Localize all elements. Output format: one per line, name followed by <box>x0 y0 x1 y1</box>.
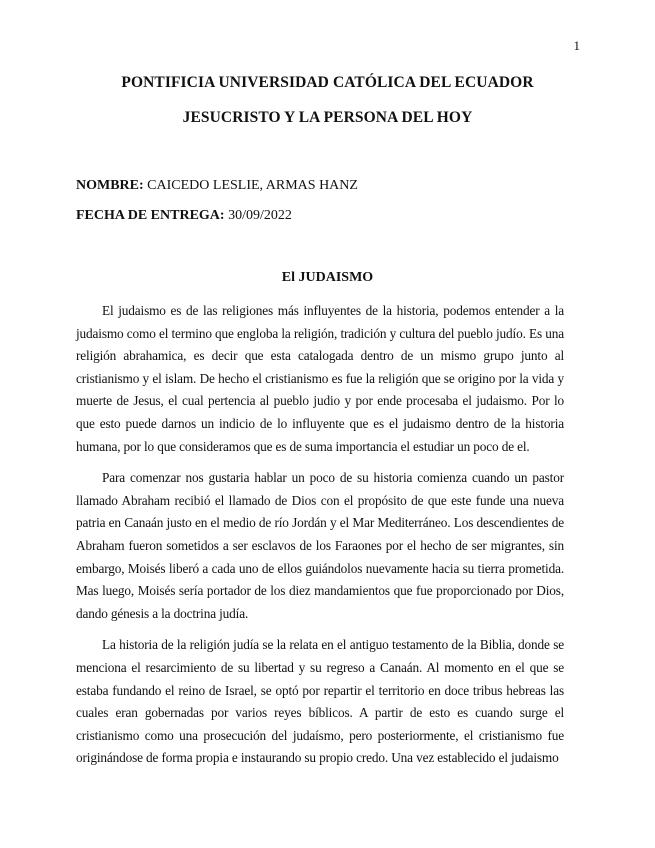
name-label: NOMBRE: <box>76 178 144 193</box>
date-label: FECHA DE ENTREGA: <box>76 208 225 223</box>
body-text <box>76 300 564 779</box>
page-number: 1 <box>573 38 580 53</box>
date-value: 30/09/2022 <box>224 208 292 223</box>
paragraph: Para comenzar nos gustaria hablar un poco de su historia comienza cuando un pastor llamado Abraham recibió el llamado de Dios con el propósito de que este funde una nueva patria en Canaán justo en el medio de río Jordán y el Mar Mediterráneo. Los descendientes de Abraham fueron sometidos a ser esclavos de los Faraones por el hecho de ser migrantes, sin embargo, Moisés liberó a cada uno de ellos guiándolos nuevamente hacia su tierra prometida. Mas luego, Moisés sería portador de los diez mandamientos que fue proporcionado por Dios, dando génesis a la doctrina judía. <box>76 470 564 621</box>
paragraph: La historia de la religión judía se la relata en el antiguo testamento de la Biblia, donde se menciona el resarcimiento de su libertad y su regreso a Canaán. Al momento en el que se estaba fundando el reino de Israel, se optó por repartir el territorio en doce tribus hebreas las cuales eran gobernadas por varios reyes bíblicos. A partir de esto es cuando surge el cristianismo como una prosecución del judaísmo, pero posteriormente, el cristianismo fue originándose de forma propia e instaurando su propio credo. Una vez establecido el judaismo <box>76 637 564 766</box>
paragraph: El judaismo es de las religiones más influyentes de la historia, podemos entender a la judaismo como el termino que engloba la religión, tradición y cultura del pueblo judío. Es una religión abrahamica, es decir que esta catalogada dentro de un mismo grupo junto al cristianismo y el islam. De hecho el cristianismo es fue la religión que se origino por la vida y muerte de Jesus, el cual pertencia al pueblo judio y por ende procesaba el judaismo. Por lo que esto puede darnos un indicio de lo influyente que es el judaismo dentro de la historia humana, por lo que consideramos que es de suma importancia el estudiar un poco de el. <box>76 303 564 454</box>
university-title: PONTIFICIA UNIVERSIDAD CATÓLICA DEL ECUADOR <box>121 74 534 91</box>
section-heading: El JUDAISMO <box>281 270 374 285</box>
course-title: JESUCRISTO Y LA PERSONA DEL HOY <box>182 109 473 126</box>
author-line <box>76 178 358 194</box>
due-date-line <box>76 208 292 224</box>
name-value: CAICEDO LESLIE, ARMAS HANZ <box>143 178 358 193</box>
